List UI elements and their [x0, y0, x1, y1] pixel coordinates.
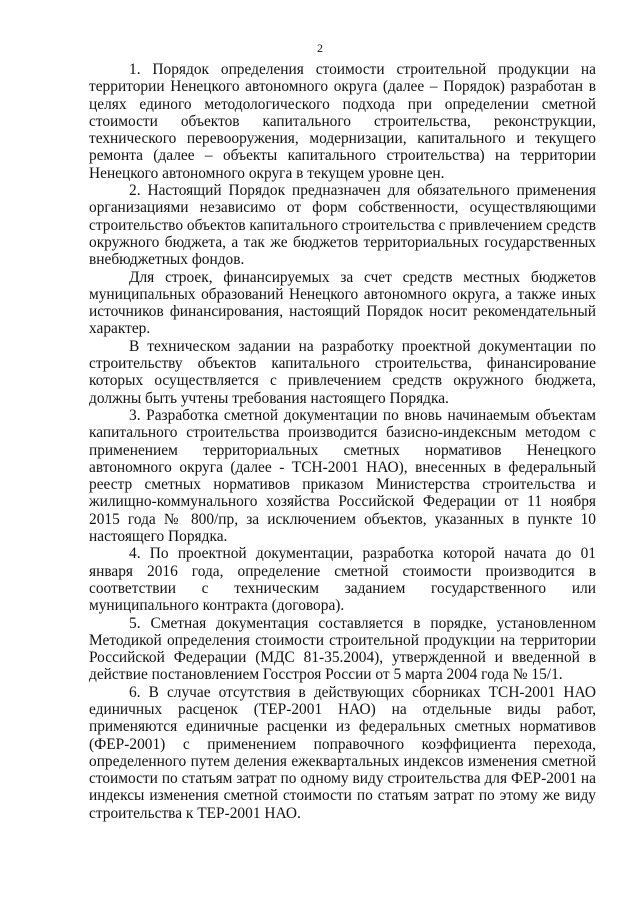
paragraph-2-local-budgets: Для строек, финансируемых за счет средств местных бюджетов муниципальных образований Ненецкого автономного округа, а также иных источников финансирования, настоящий Порядок носит рекомендательный характер. [89, 268, 596, 338]
paragraph-3: 3. Разработка сметной документации по вновь начинаемым объектам капитального строительства производится базисно-индексным методом с применением территориальных сметных нормативов Ненецкого автономного округа (далее - ТСН-2001 НАО), внесенных в федеральный реестр сметных нормативов приказом Министерства строительства и жилищно-коммунального хозяйства Российской Федерации от 11 ноября 2015 года № 800/пр, за исключением объектов, указанных в пункте 10 настоящего Порядка. [89, 406, 596, 546]
paragraph-5: 5. Сметная документация составляется в порядке, установленном Методикой определения стоимости строительной продукции на территории Российской Федерации (МДС 81-35.2004), утвержденной и введенной в действие постановлением Госстроя России от 5 марта 2004 года № 15/1. [89, 614, 596, 684]
paragraph-6: 6. В случае отсутствия в действующих сборниках ТСН-2001 НАО единичных расценок (ТЕР-2001 НАО) на отдельные виды работ, применяются единичные расценки из федеральных сметных нормативов (ФЕР-2001) с применением поправочного коэффициента перехода, определенного путем деления ежеквартальных индексов изменения сметной стоимости по статьям затрат по одному виду строительства для ФЕР-2001 на индексы изменения сметной стоимости по статьям затрат по этому же виду строительства к ТЕР-2001 НАО. [89, 683, 596, 822]
paragraph-2: 2. Настоящий Порядок предназначен для обязательного применения организациями независимо от форм собственности, осуществляющими строительство объектов капитального строительства с привлечением средств окружного бюджета, а так же бюджетов территориальных государственных внебюджетных фондов. [89, 182, 596, 269]
paragraph-1: 1. Порядок определения стоимости строительной продукции на территории Ненецкого автономного округа (далее – Порядок) разработан в целях единого методологического подхода при определении сметной стоимости объектов капитального строительства, реконструкции, технического перевооружения, модернизации, капитального и текущего ремонта (далее – объекты капитального строительства) на территории Ненецкого автономного округа в текущем уровне цен. [89, 61, 596, 182]
document-body [89, 61, 596, 822]
paragraph-2-technical-assignment: В техническом задании на разработку проектной документации по строительству объектов капитального строительства, финансирование которых осуществляется с привлечением средств окружного бюджета, должны быть учтены требования настоящего Порядка. [89, 337, 596, 407]
paragraph-4: 4. По проектной документации, разработка которой начата до 01 января 2016 года, определение сметной стоимости производится в соответствии с техническим заданием государственного или муниципального контракта (договора). [89, 545, 596, 615]
page-number: 2 [317, 41, 323, 55]
